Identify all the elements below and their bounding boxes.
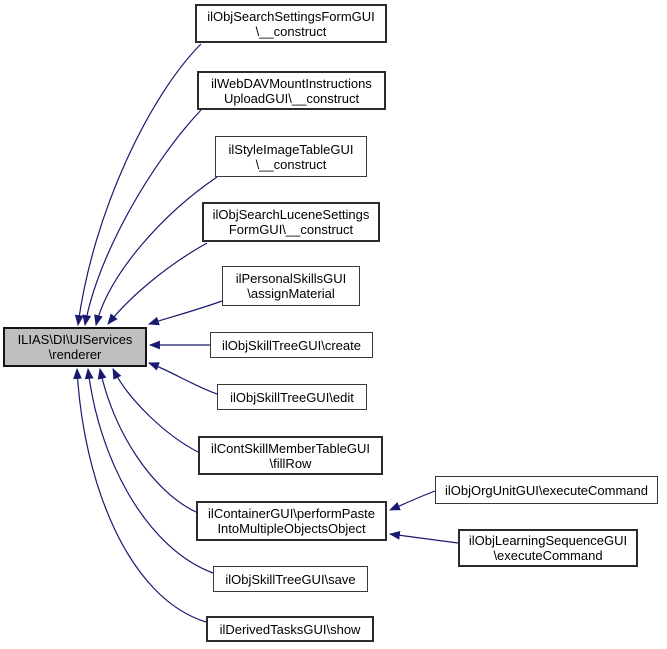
node-ilcontskillmembertablegui-fillrow[interactable] [198, 436, 383, 475]
node-label-line: \renderer [48, 347, 102, 362]
node-label-line: ILIAS\DI\UIServices [17, 332, 133, 347]
node-ilcontainergui-performpasteintomultipleobjectsobject[interactable] [196, 501, 387, 541]
node-label-line: \__construct [255, 156, 327, 172]
node-label-line: ilContSkillMemberTableGUI [211, 440, 370, 456]
edge-searchLucene-to-renderer [108, 243, 207, 324]
node-ilias-di-uiservices-renderer [3, 327, 147, 367]
node-label-line: ilObjSkillTreeGUI\edit [230, 389, 354, 405]
node-ilobjsearchlucenesettingsformgui-construct[interactable] [202, 202, 380, 242]
edge-personalSkills-to-renderer [149, 301, 222, 324]
edge-learningSequence-to-containerPaste [390, 534, 458, 543]
node-label-line: ilDerivedTasksGUI\show [219, 621, 361, 637]
node-ilstyleimagetablegui-construct[interactable] [215, 136, 367, 177]
node-label-line: UploadGUI\__construct [223, 90, 360, 106]
node-label-line: \__construct [255, 23, 327, 39]
edge-skillTreeEdit-to-renderer [149, 363, 217, 394]
node-ilobjlearningsequencegui-executecommand[interactable] [458, 529, 638, 567]
node-label-line: ilObjLearningSequenceGUI [468, 533, 628, 548]
edge-derivedTasks-to-renderer [77, 369, 206, 622]
node-ilobjskilltreegui-edit[interactable] [217, 384, 367, 410]
node-label-line: \executeCommand [493, 548, 603, 563]
edge-webdavMount-to-renderer [85, 110, 201, 325]
node-ilobjsearchsettingsformgui-construct[interactable] [195, 4, 387, 43]
node-label-line: ilObjSearchLuceneSettings [212, 207, 370, 222]
node-label-line: ilObjSkillTreeGUI\save [225, 571, 356, 587]
node-label-line: FormGUI\__construct [228, 222, 354, 237]
edge-containerPaste-to-renderer [100, 369, 196, 512]
node-label-line: ilWebDAVMountInstructions [211, 75, 372, 91]
node-label-line: ilObjSearchSettingsFormGUI [207, 8, 375, 24]
node-label-line: ilPersonalSkillsGUI [235, 271, 347, 286]
node-ilobjorgunitgui-executecommand[interactable] [435, 476, 658, 504]
node-ilobjskilltreegui-save[interactable] [213, 566, 368, 592]
node-ilpersonalskillsgui-assignmaterial[interactable] [222, 266, 360, 306]
node-label-line: \fillRow [269, 455, 312, 471]
edge-styleImage-to-renderer [96, 177, 217, 325]
node-label-line: ilObjSkillTreeGUI\create [222, 337, 361, 353]
edge-orgUnit-to-containerPaste [390, 491, 435, 510]
node-label-line: ilStyleImageTableGUI [228, 141, 354, 157]
edge-skillTreeSave-to-renderer [88, 369, 213, 573]
node-label-line: \assignMaterial [247, 286, 335, 301]
node-ilobjskilltreegui-create[interactable] [210, 332, 373, 358]
node-ilderivedtasksgui-show[interactable] [206, 616, 374, 642]
node-label-line: IntoMultipleObjectsObject [217, 521, 366, 536]
node-ilwebdavmountinstructionsuploadgui-construct[interactable] [197, 71, 386, 110]
node-label-line: ilContainerGUI\performPaste [208, 506, 375, 521]
node-label-line: ilObjOrgUnitGUI\executeCommand [444, 482, 649, 498]
